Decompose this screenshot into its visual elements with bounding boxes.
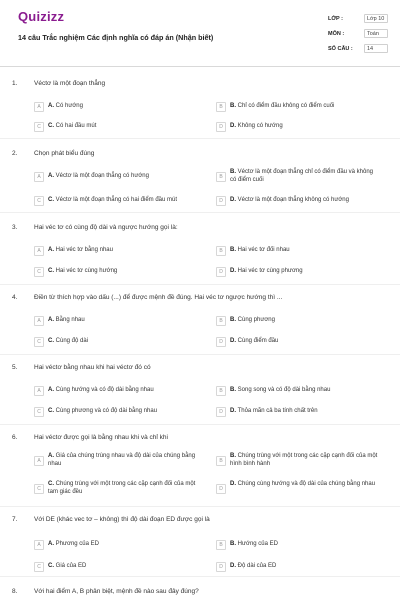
option-text: Hướng của ED [237, 541, 278, 547]
option-letter: C. [48, 197, 54, 203]
option-box: B [216, 316, 226, 326]
option-letter: C. [48, 563, 54, 569]
option-letter: D. [230, 268, 236, 274]
option-letter: C. [48, 123, 54, 129]
option-text: Cùng phương và có độ dài bằng nhau [55, 408, 158, 414]
option-text: Véctơ là một đoạn thẳng có hướng [55, 173, 149, 179]
option-text: Hai véc tơ cùng hướng [55, 268, 118, 274]
question-number: 8. [12, 588, 18, 595]
option-text: Hai véc tơ cùng phương [237, 268, 303, 274]
option-letter: A. [48, 103, 54, 109]
question-number: 4. [12, 294, 18, 301]
question-count-label: SỐ CÂU : [328, 46, 353, 52]
question-text: Với hai điểm A, B phân biệt, mệnh đề nào sau đây đúng? [34, 588, 199, 595]
divider [0, 424, 400, 425]
option-text: Chỉ có điểm đầu không có điểm cuối [237, 103, 335, 109]
question-text: Hai véctơ được gọi là bằng nhau khi và chỉ khi [34, 434, 168, 441]
option-letter: D. [230, 123, 236, 129]
option-box: C [34, 267, 44, 277]
document-header [0, 0, 400, 67]
option-letter: D. [230, 563, 236, 569]
option-box: A [34, 316, 44, 326]
option-letter: C. [48, 481, 54, 487]
option-letter: C. [48, 268, 54, 274]
option-letter: D. [230, 408, 236, 414]
question-text: Với DE (khác vec tơ – không) thì độ dài đoạn ED được gọi là [34, 516, 210, 523]
option-text: Véctơ là một đoạn thẳng có hai điểm đầu mút [55, 197, 178, 203]
option-box: D [216, 407, 226, 417]
option-text: Cùng điểm đầu [237, 338, 279, 344]
option-text: Hai véc tơ bằng nhau [55, 247, 113, 253]
option-text: Giá của ED [55, 563, 87, 569]
option-box: C [34, 484, 44, 494]
divider [0, 576, 400, 577]
question-number: 3. [12, 224, 18, 231]
option-letter: A. [48, 247, 54, 253]
option-box: A [34, 386, 44, 396]
option-box: D [216, 122, 226, 132]
option-text: Độ dài của ED [237, 563, 277, 569]
option-text: Chúng trùng với một trong các cặp cạnh đối của một tam giác đều [48, 481, 196, 495]
subject-label: MÔN : [328, 31, 345, 37]
option-letter: B. [230, 169, 236, 175]
option-box: D [216, 337, 226, 347]
option-box: C [34, 196, 44, 206]
question-text: Điền từ thích hợp vào dấu (...) để được mệnh đề đúng. Hai véc tơ ngược hướng thì ... [34, 294, 283, 301]
question-count-value: 14 [364, 44, 388, 53]
option-box: D [216, 484, 226, 494]
divider [0, 212, 400, 213]
option-letter: A. [48, 453, 54, 459]
option-letter: A. [48, 317, 54, 323]
option-box: B [216, 456, 226, 466]
option-letter: D. [230, 481, 236, 487]
class-value: Lớp 10 [364, 14, 388, 23]
option-letter: B. [230, 317, 236, 323]
option-text: Cùng phương [237, 317, 275, 323]
option-text: Không có hướng [237, 123, 283, 129]
question-text: Véctơ là một đoạn thẳng [34, 80, 106, 87]
option-letter: C. [48, 408, 54, 414]
question-number: 1. [12, 80, 18, 87]
option-text: Chúng trùng với một trong các cặp cạnh đối của một hình bình hành [230, 453, 378, 467]
option-text: Thỏa mãn cả ba tính chất trên [237, 408, 318, 414]
divider [0, 506, 400, 507]
option-box: A [34, 456, 44, 466]
option-letter: A. [48, 173, 54, 179]
option-box: C [34, 122, 44, 132]
option-box: D [216, 267, 226, 277]
question-text: Hai véctơ bằng nhau khi hai véctơ đó có [34, 364, 151, 371]
question-number: 7. [12, 516, 18, 523]
option-text: Véctơ là một đoạn thẳng chỉ có điểm đầu và không có điểm cuối [230, 169, 374, 183]
option-letter: D. [230, 197, 236, 203]
option-text: Cùng hướng và có độ dài bằng nhau [55, 387, 154, 393]
option-box: B [216, 540, 226, 550]
option-letter: B. [230, 541, 236, 547]
option-box: B [216, 246, 226, 256]
question-number: 2. [12, 150, 18, 157]
option-text: Song song và có độ dài bằng nhau [237, 387, 331, 393]
option-box: C [34, 407, 44, 417]
option-text: Hai véc tơ đối nhau [237, 247, 290, 253]
option-box: A [34, 102, 44, 112]
option-letter: B. [230, 103, 236, 109]
option-text: Bằng nhau [55, 317, 85, 323]
option-letter: B. [230, 453, 236, 459]
option-letter: A. [48, 387, 54, 393]
option-text: Có hướng [55, 103, 83, 109]
option-box: C [34, 337, 44, 347]
page-title: 14 câu Trắc nghiệm Các định nghĩa có đáp án (Nhận biết) [18, 33, 214, 42]
option-text: Giá của chúng trùng nhau và độ dài của chúng bằng nhau [48, 453, 196, 467]
option-letter: C. [48, 338, 54, 344]
option-letter: D. [230, 338, 236, 344]
option-box: B [216, 102, 226, 112]
option-box: A [34, 172, 44, 182]
option-text: Có hai đầu mút [55, 123, 97, 129]
option-box: D [216, 196, 226, 206]
subject-value: Toán [364, 29, 388, 38]
question-text: Hai véc tơ có cùng độ dài và ngược hướng gọi là: [34, 224, 178, 231]
option-text: Cùng độ dài [55, 338, 89, 344]
divider [0, 354, 400, 355]
option-text: Phương của ED [55, 541, 99, 547]
divider [0, 284, 400, 285]
option-box: A [34, 540, 44, 550]
question-text: Chọn phát biểu đúng [34, 150, 95, 157]
question-number: 5. [12, 364, 18, 371]
option-box: C [34, 562, 44, 572]
option-text: Véctơ là một đoạn thẳng không có hướng [237, 197, 349, 203]
option-text: Chúng cùng hướng và độ dài của chúng bằng nhau [237, 481, 376, 487]
quizizz-logo: Quizizz [18, 9, 65, 24]
question-number: 6. [12, 434, 18, 441]
option-letter: B. [230, 247, 236, 253]
class-label: LỚP : [328, 16, 343, 22]
option-letter: B. [230, 387, 236, 393]
option-box: D [216, 562, 226, 572]
option-box: B [216, 172, 226, 182]
divider [0, 138, 400, 139]
option-letter: A. [48, 541, 54, 547]
option-box: A [34, 246, 44, 256]
option-box: B [216, 386, 226, 396]
